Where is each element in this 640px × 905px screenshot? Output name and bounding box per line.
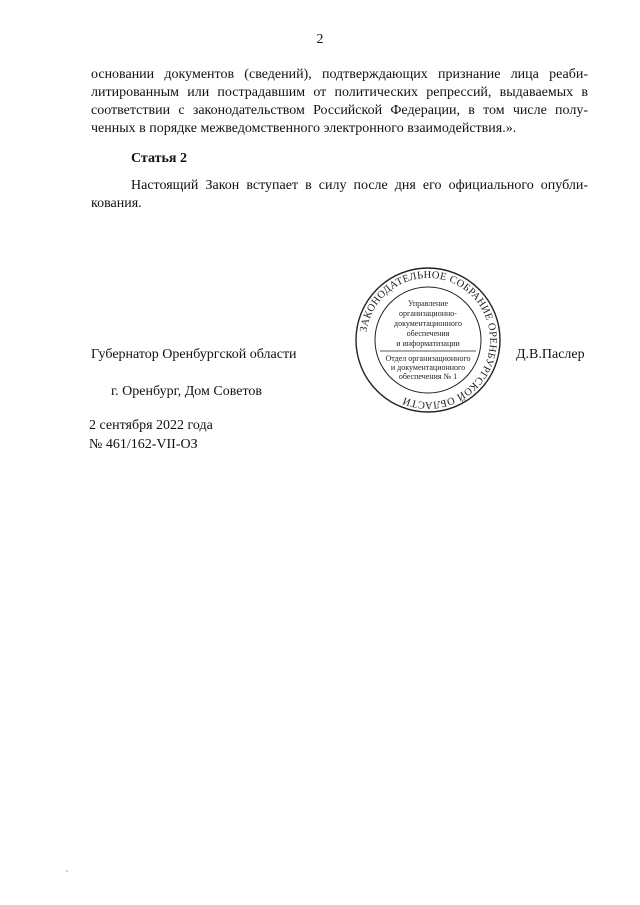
seal-inner-line: документационного (394, 319, 462, 328)
seal-inner-line: обеспечения (406, 329, 450, 338)
article-2-heading: Статья 2 (131, 151, 187, 166)
seal-inner-line: Управление (407, 299, 449, 308)
seal-inner-line: Отдел организационного (385, 354, 471, 363)
official-seal (354, 266, 502, 414)
seal-ring-text: ЗАКОНОДАТЕЛЬНОЕ СОБРАНИЕ ОРЕНБУРГСКОЙ ОБЛАСТИ (358, 269, 499, 411)
paragraph-continuation: основании документов (сведений), подтверждающих признание лица реаби- литированным или пострадавшим от политических репрессий, выдаваемых в соответствии с законодательством Российской Федерации, в том числе полу- ченных в порядке межведомственного электронного взаимодействия.». (91, 67, 588, 136)
seal-inner-line: и документационного (390, 363, 466, 372)
signer-name: Д.В.Паслер (516, 347, 585, 362)
signing-date: 2 сентября 2022 года (89, 418, 213, 433)
law-number: № 461/162-VII-ОЗ (89, 437, 198, 452)
seal-inner-line: и информатизации (396, 339, 460, 348)
paragraph-article-2: Настоящий Закон вступает в силу после дня его официального опубли- кования. (91, 178, 588, 211)
seal-inner-line: организационно- (399, 309, 457, 318)
page-number: 2 (316, 32, 324, 47)
signing-place: г. Оренбург, Дом Советов (111, 384, 262, 399)
seal-inner-line: обеспечения № 1 (398, 372, 458, 381)
scan-speck (66, 870, 68, 872)
governor-title: Губернатор Оренбургской области (91, 347, 297, 362)
